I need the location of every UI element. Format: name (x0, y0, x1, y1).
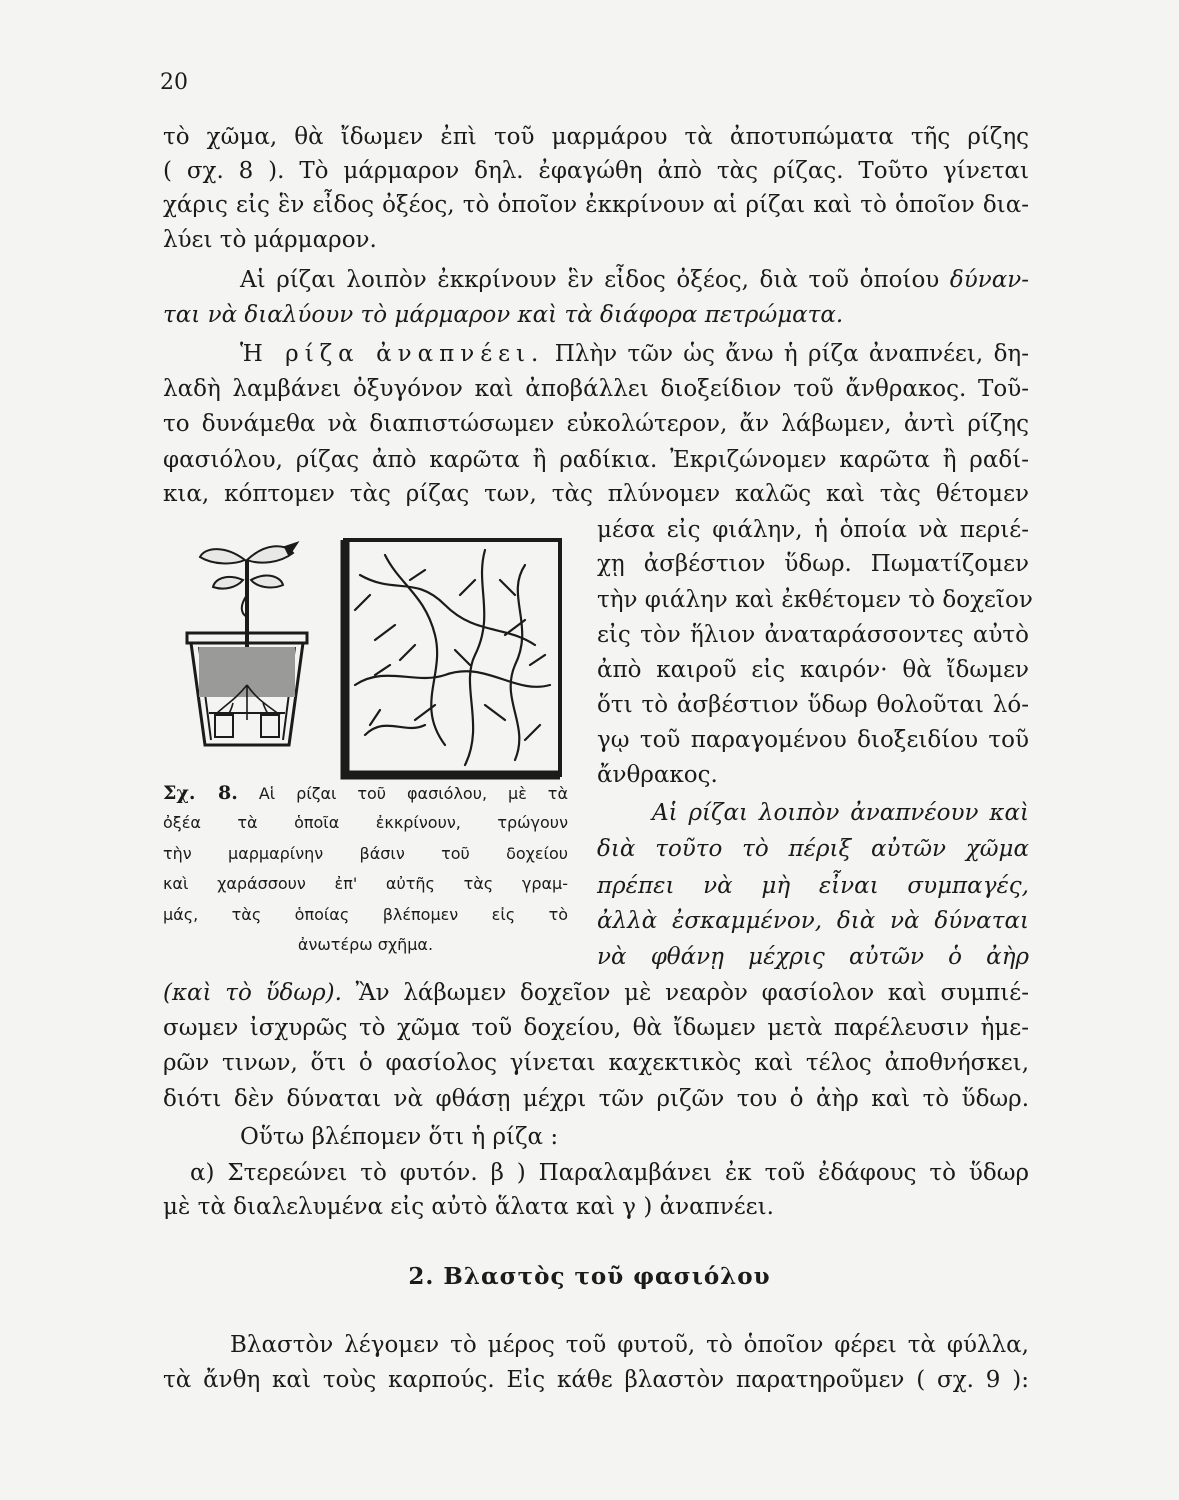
text-line: ( σχ. 8 ). Τὸ μάρμαρον δηλ. ἐφαγώθη ἀπὸ τὰς ρίζας. Τοῦτο γίνεται (163, 158, 1029, 184)
text-line: ὅτι τὸ ἀσβέστιον ὕδωρ θολοῦται λό- (597, 692, 1029, 718)
text-line: χάρις εἰς ἓν εἶδος ὀξέος, τὸ ὁποῖον ἐκκρίνουν αἱ ρίζαι καὶ τὸ ὁποῖον δια- (163, 192, 1029, 218)
italic-span: (καὶ τὸ ὕδωρ). (163, 980, 342, 1006)
text-line: κια, κόπτομεν τὰς ρίζας των, τὰς πλύνομεν καλῶς καὶ τὰς θέτομεν (163, 481, 1029, 507)
text-line: λύει τὸ μάρμαρον. (163, 227, 377, 253)
text-span: Αἱ ρίζαι λοιπὸν ἐκκρίνουν ἓν εἶδος ὀξέος, διὰ τοῦ ὁποίου (240, 267, 940, 293)
text-line: ρῶν τινων, ὅτι ὁ φασίολος γίνεται καχεκτικὸς καὶ τέλος ἀποθνήσκει, (163, 1050, 1029, 1076)
text-line: τὴν φιάλην καὶ ἐκθέτομεν τὸ δοχεῖον (597, 587, 1033, 613)
spaced-heading: Ἡ ρίζα ἀναπνέει. (240, 341, 545, 367)
italic-line: διὰ τοῦτο τὸ πέριξ αὐτῶν χῶμα (597, 836, 1029, 862)
italic-span: δύναν- (949, 267, 1029, 293)
text-line: Οὕτω βλέπομεν ὅτι ἡ ρίζα : (240, 1124, 559, 1150)
text-line (163, 978, 1029, 1008)
caption-text: καὶ χαράσσουν ἐπ' αὐτῆς τὰς γραμ- (163, 874, 568, 893)
figure-caption (163, 780, 568, 807)
text-span: Ἂν λάβωμεν δοχεῖον μὲ νεαρὸν φασίολον καὶ συμπιέ- (355, 980, 1029, 1006)
caption-text: μάς, τὰς ὁποίας βλέπομεν εἰς τὸ (163, 905, 568, 924)
page-number: 20 (160, 70, 188, 95)
marble-root-imprint-illustration (345, 540, 560, 775)
italic-line: Αἱ ρίζαι λοιπὸν ἀναπνέουν καὶ (652, 800, 1029, 826)
text-line: εἰς τὸν ἥλιον ἀναταράσσοντες αὐτὸ (597, 622, 1029, 648)
text-line: ἀπὸ καιροῦ εἰς καιρόν· θὰ ἴδωμεν (597, 657, 1029, 683)
text-line: διότι δὲν δύναται νὰ φθάσῃ μέχρι τῶν ριζῶν του ὁ ἀὴρ καὶ τὸ ὕδωρ. (163, 1086, 1029, 1112)
text-line: το δυνάμεθα νὰ διαπιστώσωμεν εὐκολώτερον, ἄν λάβωμεν, ἀντὶ ρίζης (163, 411, 1029, 437)
text-line: ἄνθρακος. (597, 762, 718, 788)
text-line: λαδὴ λαμβάνει ὀξυγόνον καὶ ἀποβάλλει διοξείδιον τοῦ ἄνθρακος. Τοῦ- (163, 376, 1029, 402)
text-line: φασιόλου, ρίζας ἀπὸ καρῶτα ἢ ραδίκια. Ἐκριζώνομεν καρῶτα ἢ ραδί- (163, 447, 1029, 473)
text-line: χῃ ἀσβέστιον ὕδωρ. Πωματίζομεν (597, 551, 1029, 577)
text-line: μὲ τὰ διαλελυμένα εἰς αὐτὸ ἅλατα καὶ γ ) ἀναπνέει. (163, 1194, 774, 1220)
text-span: Πλὴν τῶν ὡς ἄνω ἡ ρίζα ἀναπνέει, δη- (554, 341, 1029, 367)
italic-line: ἀλλὰ ἐσκαμμένον, διὰ νὰ δύναται (597, 908, 1029, 934)
text-line: α) Στερεώνει τὸ φυτόν. β ) Παραλαμβάνει ἐκ τοῦ ἐδάφους τὸ ὕδωρ (190, 1160, 1029, 1186)
section-heading: 2. Βλαστὸς τοῦ φασιόλου (408, 1263, 771, 1290)
figure-bean-roots (185, 535, 575, 780)
italic-line: ται νὰ διαλύουν τὸ μάρμαρον καὶ τὰ διάφορα πετρώματα. (163, 302, 844, 328)
italic-line: πρέπει νὰ μὴ εἶναι συμπαγές, (597, 873, 1029, 899)
text-line: σωμεν ἰσχυρῶς τὸ χῶμα τοῦ δοχείου, θὰ ἴδωμεν μετὰ παρέλευσιν ἡμε- (163, 1015, 1029, 1041)
text-line: γῳ τοῦ παραγομένου διοξειδίου τοῦ (597, 727, 1029, 753)
text-line: μέσα εἰς φιάλην, ἡ ὁποία νὰ περιέ- (597, 517, 1029, 543)
text-line (240, 265, 1029, 295)
text-line (240, 339, 1029, 369)
caption-label: Σχ. 8. (163, 782, 238, 804)
caption-text: ἀνωτέρω σχῆμα. (297, 935, 434, 954)
caption-text: τὴν μαρμαρίνην βάσιν τοῦ δοχείου (163, 844, 568, 863)
caption-text: ὀξέα τὰ ὁποῖα ἐκκρίνουν, τρώγουν (163, 813, 568, 832)
text-line: τὰ ἄνθη καὶ τοὺς καρπούς. Εἰς κάθε βλαστὸν παρατηροῦμεν ( σχ. 9 ): (163, 1367, 1029, 1393)
potted-bean-plant-illustration (187, 543, 307, 745)
text-line: τὸ χῶμα, θὰ ἴδωμεν ἐπὶ τοῦ μαρμάρου τὰ ἀποτυπώματα τῆς ρίζης (163, 124, 1029, 150)
italic-line: νὰ φθάνῃ μέχρις αὐτῶν ὁ ἀὴρ (597, 944, 1029, 970)
text-line: Βλαστὸν λέγομεν τὸ μέρος τοῦ φυτοῦ, τὸ ὁποῖον φέρει τὰ φύλλα, (230, 1332, 1029, 1358)
caption-text: Αἱ ρίζαι τοῦ φασιόλου, μὲ τὰ (258, 784, 568, 803)
